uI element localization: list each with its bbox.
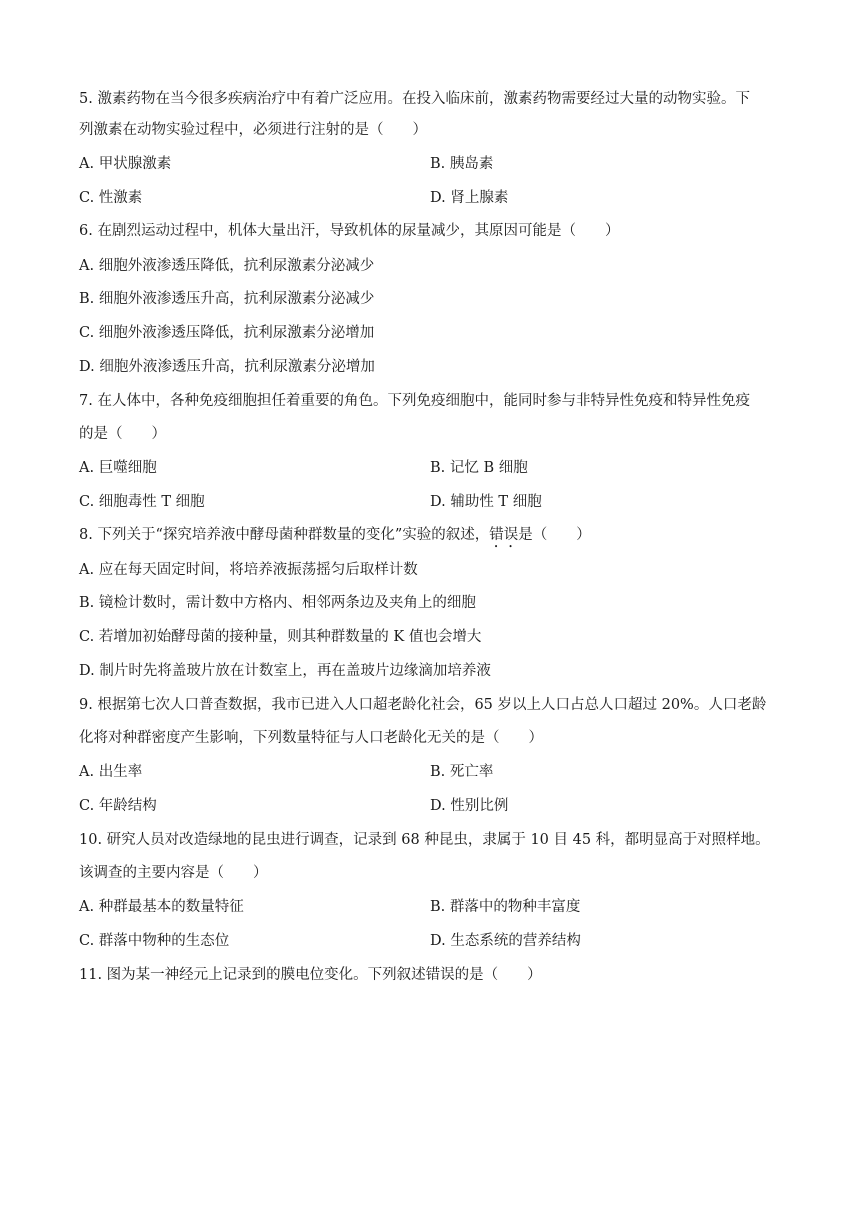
q8-option-b: B. 镜检计数时，需计数中方格内、相邻两条边及夹角上的细胞	[79, 595, 476, 611]
q7-stem-line-1: 7. 在人体中，各种免疫细胞担任着重要的角色。下列免疫细胞中，能同时参与非特异性免疫和特异性免疫	[79, 393, 750, 409]
q9-option-a: A. 出生率	[79, 764, 143, 780]
q7-option-b: B. 记忆 B 细胞	[430, 460, 528, 476]
q6-option-a: A. 细胞外液渗透压降低，抗利尿激素分泌减少	[79, 258, 375, 274]
q5-stem-line-1: 5. 激素药物在当今很多疾病治疗中有着广泛应用。在投入临床前，激素药物需要经过大量的动物实验。下	[79, 91, 750, 107]
q8-stem	[79, 525, 591, 551]
q10-option-b: B. 群落中的物种丰富度	[430, 899, 581, 915]
q5-option-a: A. 甲状腺激素	[79, 156, 172, 172]
q10-stem-line-1: 10. 研究人员对改造绿地的昆虫进行调查，记录到 68 种昆虫，隶属于 10 目 45 科，都明显高于对照样地。	[79, 832, 770, 848]
q5-stem-line-2: 列激素在动物实验过程中，必须进行注射的是（ ）	[79, 122, 427, 138]
q10-option-d: D. 生态系统的营养结构	[430, 933, 581, 949]
q8-stem-after: 是（ ）	[518, 527, 591, 543]
q8-stem-emphasis: 错误	[489, 527, 519, 543]
q7-option-c: C. 细胞毒性 T 细胞	[79, 494, 205, 510]
q6-option-b: B. 细胞外液渗透压升高，抗利尿激素分泌减少	[79, 291, 375, 307]
q10-option-a: A. 种群最基本的数量特征	[79, 899, 244, 915]
q5-option-d: D. 肾上腺素	[430, 190, 509, 206]
q7-stem-line-2: 的是（ ）	[79, 426, 166, 442]
q11-stem: 11. 图为某一神经元上记录到的膜电位变化。下列叙述错误的是（ ）	[79, 967, 542, 983]
q9-stem-line-2: 化将对种群密度产生影响，下列数量特征与人口老龄化无关的是（ ）	[79, 730, 543, 746]
q9-option-b: B. 死亡率	[430, 764, 494, 780]
q9-option-d: D. 性别比例	[430, 798, 509, 814]
q5-option-b: B. 胰岛素	[430, 156, 494, 172]
q8-stem-before: 8. 下列关于“探究培养液中酵母菌种群数量的变化”实验的叙述，	[79, 527, 490, 543]
q8-option-a: A. 应在每天固定时间，将培养液振荡摇匀后取样计数	[79, 562, 418, 578]
q6-stem: 6. 在剧烈运动过程中，机体大量出汗，导致机体的尿量减少，其原因可能是（ ）	[79, 223, 620, 239]
q6-option-c: C. 细胞外液渗透压降低，抗利尿激素分泌增加	[79, 325, 375, 341]
q6-option-d: D. 细胞外液渗透压升高，抗利尿激素分泌增加	[79, 359, 375, 375]
q10-stem-line-2: 该调查的主要内容是（ ）	[79, 865, 268, 881]
q5-option-c: C. 性激素	[79, 190, 143, 206]
q7-option-a: A. 巨噬细胞	[79, 460, 157, 476]
q9-option-c: C. 年龄结构	[79, 798, 157, 814]
q10-option-c: C. 群落中物种的生态位	[79, 933, 230, 949]
q8-option-c: C. 若增加初始酵母菌的接种量，则其种群数量的 K 值也会增大	[79, 629, 482, 645]
q9-stem-line-1: 9. 根据第七次人口普查数据，我市已进入人口超老龄化社会，65 岁以上人口占总人口超过 20%。人口老龄	[79, 697, 767, 713]
q7-option-d: D. 辅助性 T 细胞	[430, 494, 542, 510]
q8-option-d: D. 制片时先将盖玻片放在计数室上，再在盖玻片边缘滴加培养液	[79, 663, 491, 679]
